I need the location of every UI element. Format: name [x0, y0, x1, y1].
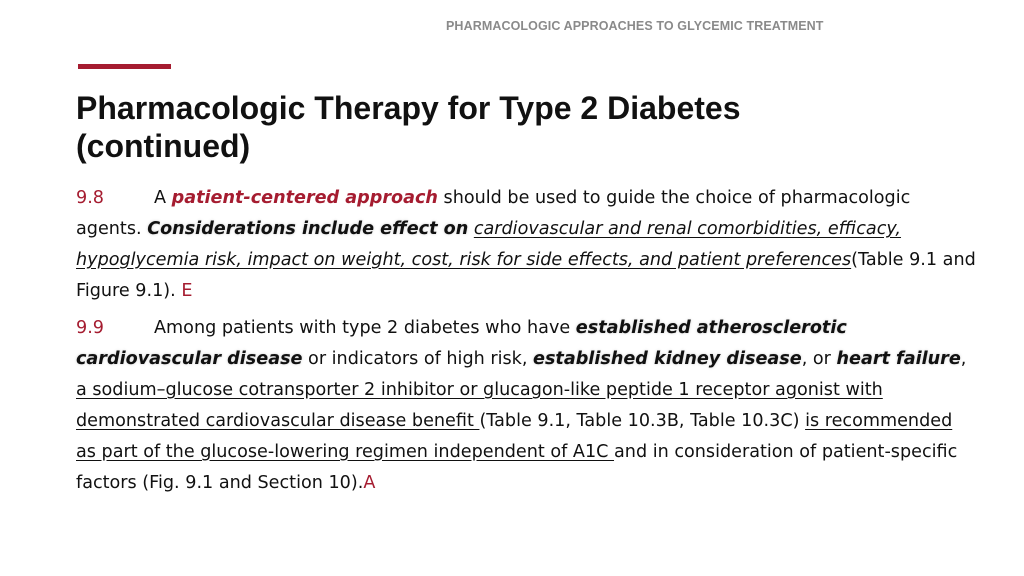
- recommendation-number: 9.8: [76, 188, 104, 208]
- recommendation-9-8: [76, 183, 976, 307]
- recommendation-9-9: [76, 313, 976, 499]
- page-title: [76, 89, 976, 165]
- rec-emphasis: heart failure: [836, 349, 961, 369]
- rec-emphasis: established atherosclerotic cardiovascular disease: [76, 318, 847, 369]
- rec-text: (Table 9.1 and Figure 9.1).: [76, 250, 976, 301]
- recommendations-body: [76, 183, 976, 505]
- rec-text: and in consideration of patient-specific factors (Fig. 9.1 and Section 10).: [76, 442, 958, 493]
- rec-text: ,: [960, 349, 967, 369]
- title-line-1: Pharmacologic Therapy for Type 2 Diabetes: [76, 90, 741, 126]
- evidence-grade: A: [363, 473, 376, 493]
- rec-text: Among patients with type 2 diabetes who have: [154, 318, 576, 338]
- rec-text: , or: [801, 349, 837, 369]
- section-header: PHARMACOLOGIC APPROACHES TO GLYCEMIC TREATMENT: [446, 19, 824, 33]
- rec-emphasis: established kidney disease: [533, 349, 802, 369]
- rec-text: (Table 9.1, Table 10.3B, Table 10.3C): [479, 411, 806, 431]
- rec-underlined: a sodium–glucose cotransporter 2 inhibitor or glucagon-like peptide 1 receptor agonist with demonstrated cardiovascular disease benefit: [76, 380, 883, 431]
- rec-text: should be used to guide the choice of pharmacologic agents.: [76, 188, 911, 239]
- rec-underlined: is recommended as part of the glucose-lowering regimen independent of A1C: [76, 411, 953, 462]
- rec-emphasis: Considerations include effect on: [147, 219, 469, 239]
- accent-bar: [78, 64, 171, 69]
- rec-text: A: [154, 188, 172, 208]
- recommendation-number: 9.9: [76, 318, 104, 338]
- rec-underlined: cardiovascular and renal comorbidities, efficacy, hypoglycemia risk, impact on weight, cost, risk for side effects, and patient preferences: [76, 219, 902, 270]
- title-line-2: (continued): [76, 128, 251, 164]
- evidence-grade: E: [181, 281, 193, 301]
- rec-text: or indicators of high risk,: [302, 349, 534, 369]
- rec-emphasis: patient-centered approach: [171, 188, 438, 208]
